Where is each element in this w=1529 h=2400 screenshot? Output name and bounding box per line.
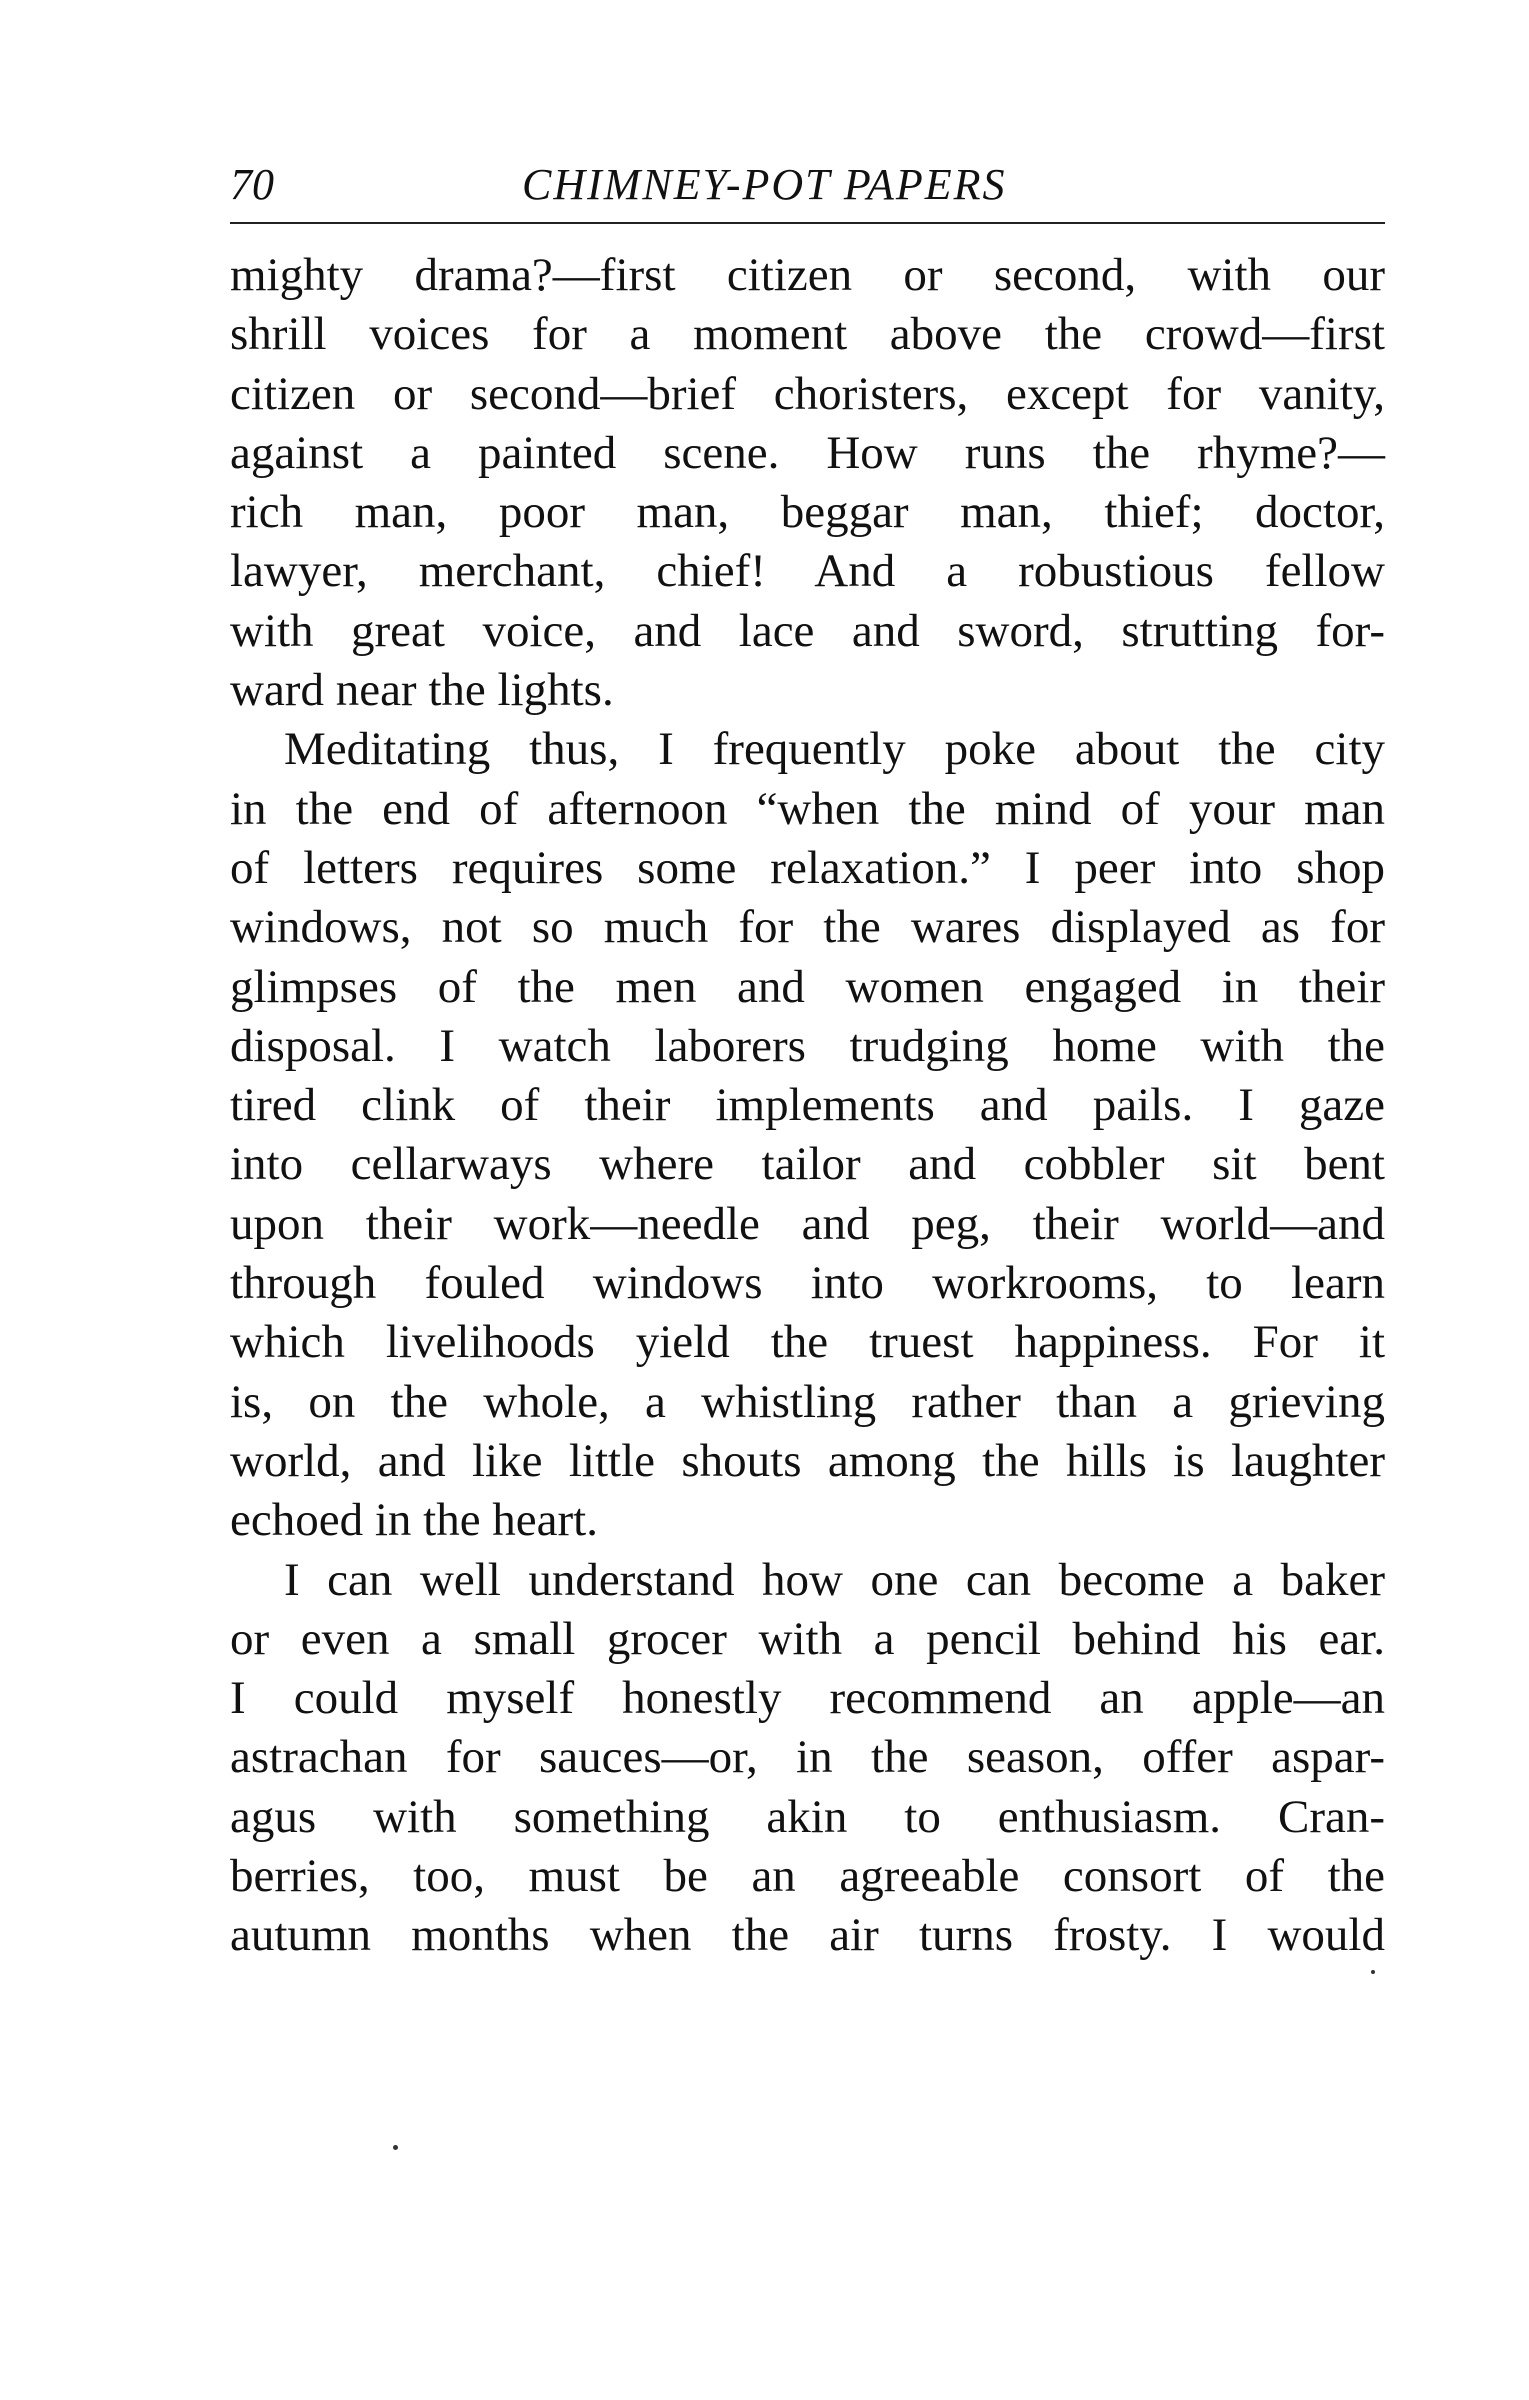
text-line: or even a small grocer with a pencil behind his ear.: [230, 1612, 1385, 1665]
text-line: autumn months when the air turns frosty. I would: [230, 1909, 1385, 1962]
text-line: of letters requires some relaxation.” I peer into shop: [230, 841, 1385, 894]
paragraph-1: [230, 246, 1385, 720]
text-line: ward near the lights.: [230, 664, 614, 717]
paragraph-3: [230, 1551, 1385, 1966]
text-line: through fouled windows into workrooms, to learn: [230, 1257, 1385, 1310]
text-line: shrill voices for a moment above the crowd—first: [230, 308, 1385, 361]
text-line: upon their work—needle and peg, their world—and: [230, 1197, 1385, 1250]
body-text: [230, 246, 1385, 1966]
text-line: world, and like little shouts among the hills is laughter: [230, 1434, 1385, 1487]
text-line: is, on the whole, a whistling rather than a grieving: [230, 1375, 1385, 1428]
text-line: I can well understand how one can become a baker: [284, 1553, 1385, 1606]
text-line: which livelihoods yield the truest happiness. For it: [230, 1316, 1385, 1369]
running-header: [230, 152, 1385, 218]
text-line: against a painted scene. How runs the rhyme?—: [230, 426, 1385, 479]
text-line: berries, too, must be an agreeable consort of the: [230, 1850, 1385, 1903]
text-line: in the end of afternoon “when the mind of your man: [230, 782, 1385, 835]
text-line: astrachan for sauces—or, in the season, offer aspar-: [230, 1731, 1385, 1784]
ink-speck: [1371, 1970, 1375, 1974]
text-line: echoed in the heart.: [230, 1494, 598, 1547]
text-line: lawyer, merchant, chief! And a robustious fellow: [230, 545, 1385, 598]
text-line: windows, not so much for the wares displayed as for: [230, 901, 1385, 954]
text-line: disposal. I watch laborers trudging home with the: [230, 1019, 1385, 1072]
text-line: into cellarways where tailor and cobbler sit bent: [230, 1138, 1385, 1191]
running-title: CHIMNEY-POT PAPERS: [522, 160, 1007, 209]
text-line: rich man, poor man, beggar man, thief; doctor,: [230, 486, 1385, 539]
text-line: citizen or second—brief choristers, except for vanity,: [230, 367, 1385, 420]
text-line: with great voice, and lace and sword, strutting for-: [230, 604, 1385, 657]
page-number: 70: [230, 160, 274, 209]
text-line: Meditating thus, I frequently poke about the city: [284, 723, 1385, 776]
text-line: mighty drama?—first citizen or second, with our: [230, 249, 1385, 301]
text-line: glimpses of the men and women engaged in their: [230, 960, 1385, 1013]
text-line: agus with something akin to enthusiasm. Cran-: [230, 1790, 1385, 1843]
ink-speck: [393, 2145, 398, 2150]
header-rule: [230, 222, 1385, 224]
paragraph-2: [230, 720, 1385, 1550]
text-line: I could myself honestly recommend an apple—an: [230, 1672, 1385, 1725]
text-line: tired clink of their implements and pails. I gaze: [230, 1079, 1385, 1132]
